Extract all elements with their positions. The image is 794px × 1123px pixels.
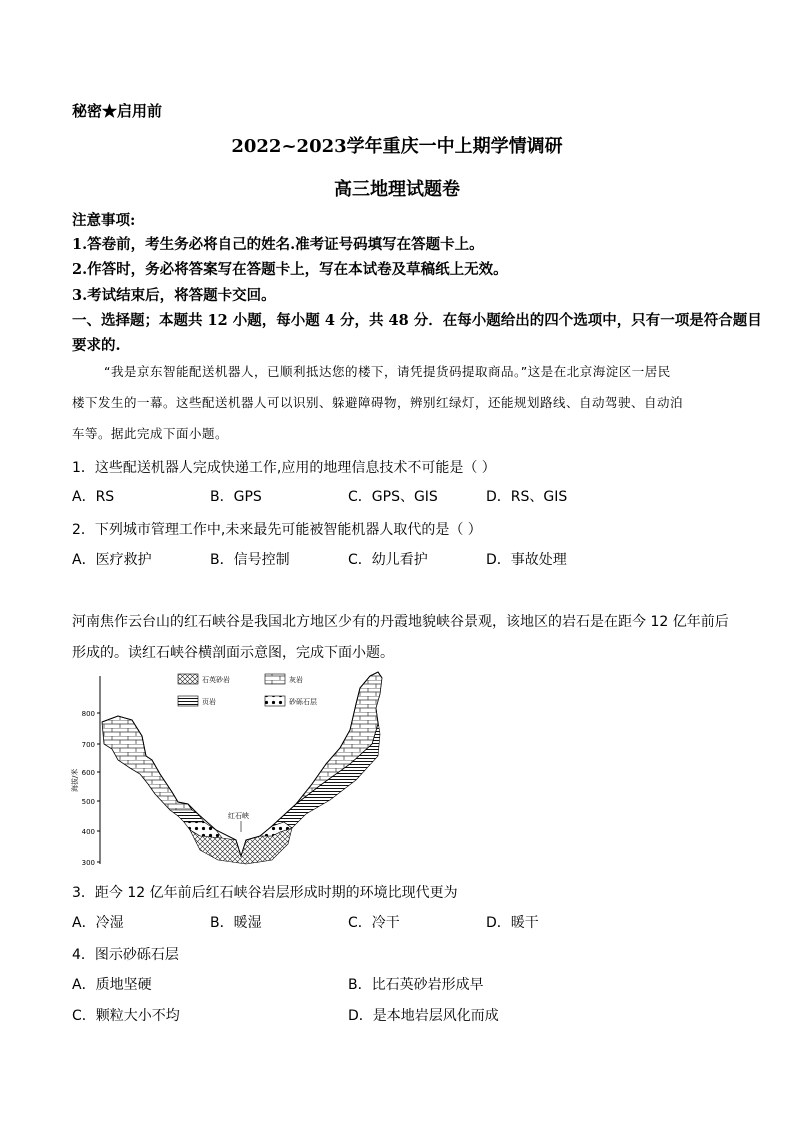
notice-heading: 注意事项:	[72, 212, 136, 229]
option-c: C．幼儿看护	[348, 552, 428, 568]
y-tick-label: 600	[81, 769, 95, 777]
question-stem: 1．这些配送机器人完成快递工作,应用的地理信息技术不可能是（ ）	[72, 460, 496, 476]
notice-item: 2.作答时，务必将答案写在答题卡上，写在本试卷及草稿纸上无效。	[72, 261, 508, 278]
confidential-label: 秘密★启用前	[72, 102, 163, 120]
y-tick-label: 300	[81, 859, 95, 867]
option-a: A．质地坚硬	[72, 977, 152, 993]
option-c: C．GPS、GIS	[348, 489, 438, 505]
canyon-label: 红石峡	[228, 812, 249, 820]
legend	[178, 674, 317, 706]
option-d: D．事故处理	[486, 552, 567, 568]
notice-item: 3.考试结束后，将答题卡交回。	[72, 287, 276, 304]
passage-line: 车等。据此完成下面小题。	[72, 426, 229, 441]
y-tick-label: 400	[81, 828, 95, 836]
question-stem: 2．下列城市管理工作中,未来最先可能被智能机器人取代的是（ ）	[72, 522, 482, 538]
option-b: B．比石英砂岩形成早	[348, 977, 484, 993]
exam-subtitle: 高三地理试题卷	[334, 179, 460, 200]
question-stem: 4．图示砂砾石层	[72, 947, 179, 963]
y-tick-label: 700	[81, 741, 95, 749]
option-a: A．医疗救护	[72, 552, 152, 568]
option-a: A．冷湿	[72, 915, 124, 931]
passage-line: “我是京东智能配送机器人，已顺利抵达您的楼下，请凭提货码提取商品。”这是在北京海淀区一居民	[104, 364, 671, 379]
canyon-cross-section-figure	[60, 664, 430, 874]
y-axis-label: 海拔/米	[71, 768, 79, 792]
notice-item: 1.答卷前，考生务必将自己的姓名.准考证号码填写在答题卡上。	[72, 236, 484, 253]
legend-label: 砂砾石层	[289, 698, 317, 706]
passage-line: 楼下发生的一幕。这些配送机器人可以识别、躲避障碍物，辨别红绿灯，还能规划路线、自动驾驶、自动泊	[72, 395, 684, 410]
y-tick-label: 800	[81, 710, 95, 718]
option-b: B．信号控制	[210, 552, 290, 568]
option-a: A．RS	[72, 489, 115, 505]
legend-label: 页岩	[202, 698, 216, 706]
section-heading-cont: 要求的.	[72, 337, 121, 354]
option-d: D．暖干	[486, 915, 539, 931]
left-bank-shale	[170, 810, 204, 822]
y-tick-label: 500	[81, 798, 95, 806]
exam-title: 2022~2023学年重庆一中上期学情调研	[231, 136, 563, 157]
section-heading: 一、选择题；本题共 12 小题，每小题 4 分，共 48 分．在每小题给出的四个选项中，只有一项是符合题目	[72, 312, 762, 329]
question-stem: 3．距今 12 亿年前后红石峡谷岩层形成时期的环境比现代更为	[72, 885, 458, 901]
option-b: B．GPS	[210, 489, 262, 505]
option-d: D．RS、GIS	[486, 489, 568, 505]
option-c: C．颗粒大小不均	[72, 1008, 180, 1024]
option-c: C．冷干	[348, 915, 400, 931]
left-bank-limestone	[102, 716, 192, 810]
passage-line: 形成的。读红石峡谷横剖面示意图，完成下面小题。	[72, 645, 394, 661]
passage-line: 河南焦作云台山的红石峡谷是我国北方地区少有的丹霞地貌峡谷景观，该地区的岩石是在距今 12 亿年前后	[72, 614, 729, 630]
legend-label: 石英砂岩	[202, 676, 230, 684]
option-b: B．暖湿	[210, 915, 262, 931]
option-d: D．是本地岩层风化而成	[348, 1008, 499, 1024]
legend-label: 灰岩	[289, 676, 303, 684]
